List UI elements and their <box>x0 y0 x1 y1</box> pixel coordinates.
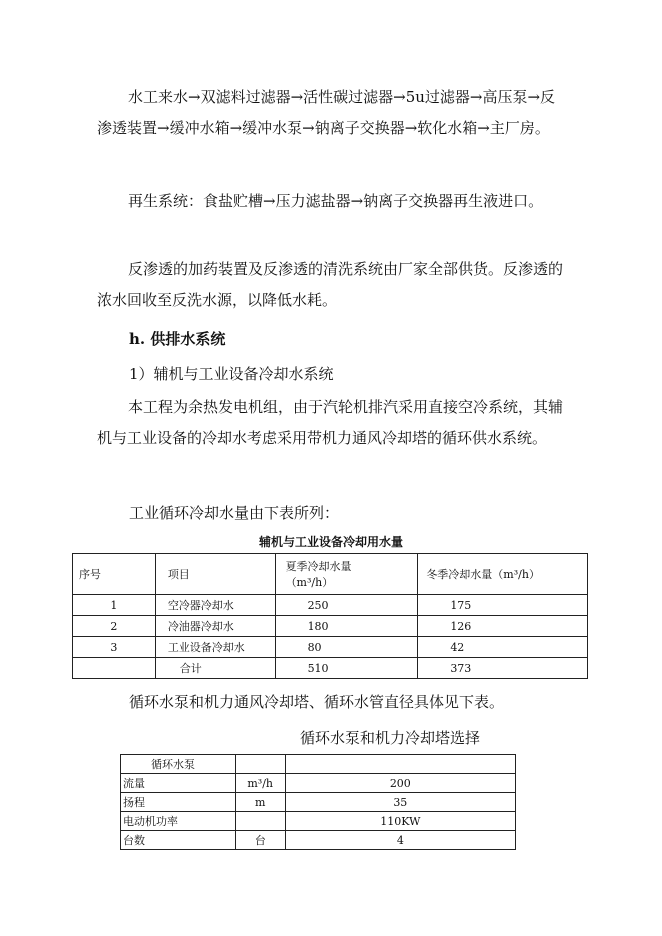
table-row <box>121 793 516 812</box>
table-row <box>121 774 516 793</box>
table-row <box>73 637 588 658</box>
row-value: 110KW <box>285 812 515 831</box>
empty-cell <box>285 755 515 774</box>
row-label: 台数 <box>121 831 236 850</box>
empty-cell <box>235 755 285 774</box>
cell-no: 1 <box>73 595 156 616</box>
cell-winter: 175 <box>418 595 588 616</box>
cell-item: 冷油器冷却水 <box>155 616 275 637</box>
row-unit: m <box>235 793 285 812</box>
header-summer <box>275 554 418 595</box>
header-summer-label: 夏季冷却水量 <box>285 560 352 573</box>
pump-header: 循环水泵 <box>121 755 236 774</box>
table-row <box>121 831 516 850</box>
cooling-water-table <box>72 553 588 679</box>
paragraph-project-description: 本工程为余热发电机组，由于汽轮机排汽采用直接空冷系统，其辅机与工业设备的冷却水考虑采用带机力通风冷却塔的循环供水系统。 <box>97 398 564 447</box>
paragraph-water-flow: 水工来水→双滤料过滤器→活性碳过滤器→5u过滤器→高压泵→反渗透装置→缓冲水箱→缓冲水泵→钠离子交换器→软化水箱→主厂房。 <box>97 88 556 137</box>
table-header-row <box>121 755 516 774</box>
cell-summer: 180 <box>275 616 418 637</box>
row-value: 4 <box>285 831 515 850</box>
cell-item: 工业设备冷却水 <box>155 637 275 658</box>
table-header-row <box>73 554 588 595</box>
header-summer-unit: （m³/h） <box>285 576 334 589</box>
paragraph-reverse-osmosis: 反渗透的加药装置及反渗透的清洗系统由厂家全部供货。反渗透的浓水回收至反洗水源，以降低水耗。 <box>97 260 564 309</box>
paragraph-table-intro: 工业循环冷却水量由下表所列： <box>129 504 340 522</box>
row-value: 35 <box>285 793 515 812</box>
row-unit: 台 <box>235 831 285 850</box>
cell-winter: 126 <box>418 616 588 637</box>
cell-no: 3 <box>73 637 156 658</box>
table1-caption: 辅机与工业设备冷却用水量 <box>258 535 403 549</box>
cell-winter: 42 <box>418 637 588 658</box>
cell-winter: 373 <box>418 658 588 679</box>
table-row <box>73 595 588 616</box>
cell-item: 空冷器冷却水 <box>155 595 275 616</box>
paragraph-regeneration-system: 再生系统：食盐贮槽→压力滤盐器→钠离子交换器再生液进口。 <box>128 192 544 210</box>
cell-summer: 80 <box>275 637 418 658</box>
table2-caption: 循环水泵和机力冷却塔选择 <box>300 729 481 747</box>
section-heading-water-supply: h. 供排水系统 <box>129 330 226 348</box>
subsection-heading-cooling-water: 1）辅机与工业设备冷却水系统 <box>129 365 334 383</box>
table-row <box>121 812 516 831</box>
header-winter: 冬季冷却水量（m³/h） <box>418 554 588 595</box>
row-label: 流量 <box>121 774 236 793</box>
paragraph-table2-intro: 循环水泵和机力通风冷却塔、循环水管直径具体见下表。 <box>129 693 505 711</box>
cell-summer: 510 <box>275 658 418 679</box>
table-row-total <box>73 658 588 679</box>
pump-selection-table <box>120 754 516 850</box>
row-label: 扬程 <box>121 793 236 812</box>
row-unit: m³/h <box>235 774 285 793</box>
row-label: 电动机功率 <box>121 812 236 831</box>
header-no: 序号 <box>73 554 156 595</box>
cell-no: 2 <box>73 616 156 637</box>
cell-item: 合计 <box>155 658 275 679</box>
header-item: 项目 <box>155 554 275 595</box>
cell-no <box>73 658 156 679</box>
row-unit <box>235 812 285 831</box>
cell-summer: 250 <box>275 595 418 616</box>
row-value: 200 <box>285 774 515 793</box>
table-row <box>73 616 588 637</box>
